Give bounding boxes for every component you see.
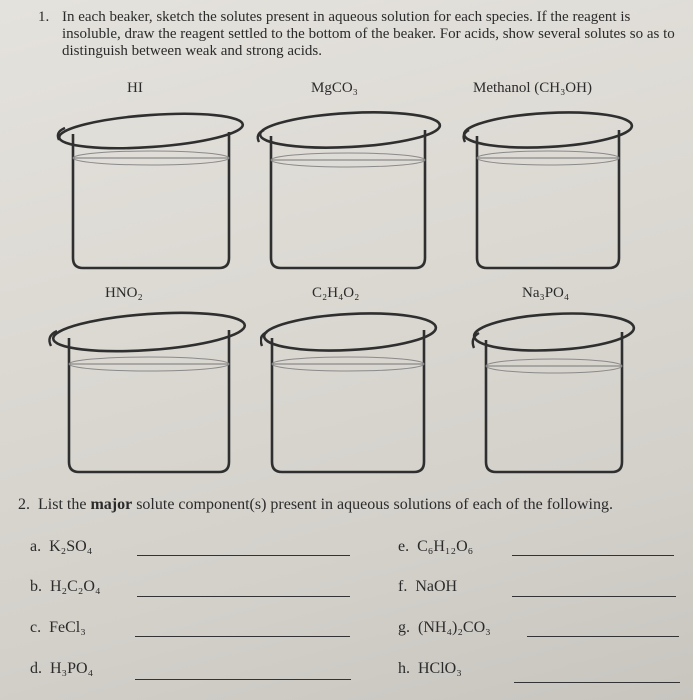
beaker-c2h4o2 xyxy=(260,300,460,478)
beaker-label-hno2: HNO₂ xyxy=(105,285,143,301)
item-formula: NaOH xyxy=(415,578,458,595)
item-letter: a. xyxy=(30,538,42,555)
beaker-label-hi: HI xyxy=(127,80,143,96)
item-letter: g. xyxy=(398,619,410,636)
question-2-text-before: List the xyxy=(38,496,87,513)
question-2 xyxy=(18,496,613,514)
item-letter: e. xyxy=(398,538,410,555)
beaker-label-mgco3: MgCO₃ xyxy=(311,80,358,96)
beaker-methanol xyxy=(455,100,655,275)
question-1 xyxy=(38,9,678,60)
beaker-label-methanol: Methanol (CH₃OH) xyxy=(473,80,592,96)
item-g xyxy=(398,619,491,637)
item-b xyxy=(30,578,101,596)
item-c xyxy=(30,619,86,637)
item-letter: h. xyxy=(398,660,410,677)
answer-line-d[interactable] xyxy=(135,679,351,680)
item-formula: HClO₃ xyxy=(418,660,462,677)
item-a xyxy=(30,538,92,556)
item-formula: C₆H₁₂O₆ xyxy=(417,538,474,555)
beaker-label-c2h4o2: C₂H₄O₂ xyxy=(312,285,360,301)
item-formula: H₂C₂O₄ xyxy=(50,578,101,595)
beaker-hi xyxy=(55,100,255,275)
item-letter: f. xyxy=(398,578,408,595)
item-f xyxy=(398,578,457,596)
item-letter: d. xyxy=(30,660,42,677)
answer-line-e[interactable] xyxy=(512,555,674,556)
item-d xyxy=(30,660,93,678)
beaker-mgco3 xyxy=(255,100,455,275)
item-letter: b. xyxy=(30,578,42,595)
question-2-number: 2. xyxy=(18,496,30,513)
answer-line-a[interactable] xyxy=(137,555,350,556)
item-formula: (NH₄)₂CO₃ xyxy=(418,619,491,636)
item-letter: c. xyxy=(30,619,42,636)
beaker-hno2 xyxy=(45,300,255,478)
answer-line-g[interactable] xyxy=(527,636,679,637)
item-h xyxy=(398,660,462,678)
question-2-bold-word: major xyxy=(90,496,133,513)
question-1-number: 1. xyxy=(38,9,50,25)
beaker-label-na3po4: Na₃PO₄ xyxy=(522,285,570,301)
item-formula: H₃PO₄ xyxy=(50,660,94,677)
question-2-text-after: solute component(s) present in aqueous solutions of each of the following. xyxy=(136,496,613,513)
item-e xyxy=(398,538,473,556)
question-1-text: In each beaker, sketch the solutes present in aqueous solution for each species. If the reagent is insoluble, draw the reagent settled to the bottom of the beaker. For acids, show several solutes so as to distinguish between weak and strong acids. xyxy=(62,9,675,59)
answer-line-f[interactable] xyxy=(512,596,676,597)
item-formula: FeCl₃ xyxy=(49,619,86,636)
answer-line-h[interactable] xyxy=(514,682,680,683)
item-formula: K₂SO₄ xyxy=(49,538,93,555)
answer-line-c[interactable] xyxy=(135,636,350,637)
beaker-na3po4 xyxy=(468,300,658,478)
answer-line-b[interactable] xyxy=(137,596,350,597)
